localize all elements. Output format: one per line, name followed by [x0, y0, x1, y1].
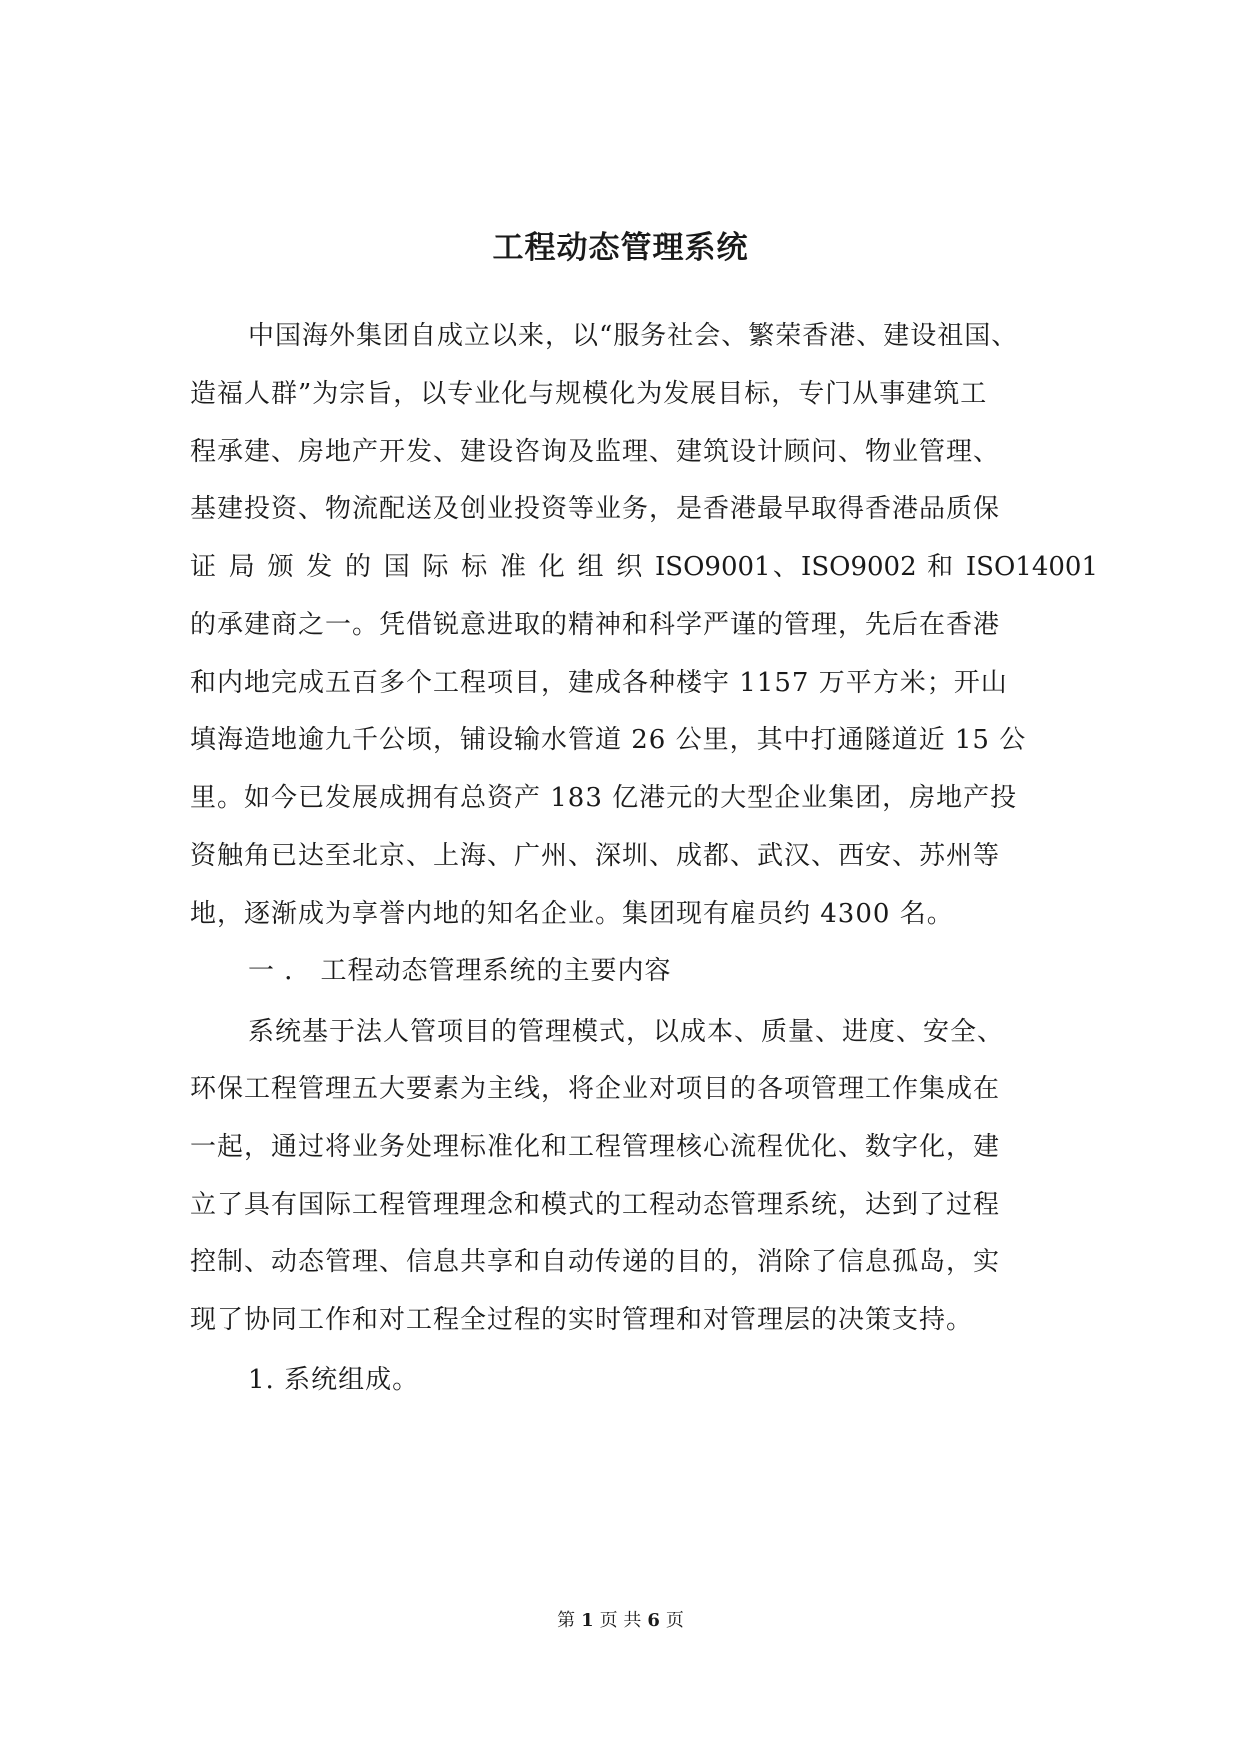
paragraph1-line: 造福人群”为宗旨，以专业化与规模化为发展目标，专门从事建筑工 — [190, 379, 988, 409]
paragraph1-line: 中国海外集团自成立以来，以“服务社会、繁荣香港、建设祖国、 — [248, 321, 1019, 351]
paragraph2-line: 立了具有国际工程管理理念和模式的工程动态管理系统，达到了过程 — [190, 1190, 1001, 1220]
paragraph1-line: 地，逐渐成为享誉内地的知名企业。集团现有雇员约 4300 名。 — [190, 899, 954, 929]
paragraph1-line: 证 局 颁 发 的 国 际 标 准 化 组 织 ISO9001、ISO9002 和 ISO14001 — [190, 552, 1098, 582]
paragraph1-line: 基建投资、物流配送及创业投资等业务，是香港最早取得香港品质保 — [190, 494, 1001, 524]
paragraph1-line: 里。如今已发展成拥有总资产 183 亿港元的大型企业集团，房地产投 — [190, 783, 1018, 813]
page-footer — [0, 1606, 1241, 1632]
paragraph2-line: 一起，通过将业务处理标准化和工程管理核心流程优化、数字化，建 — [190, 1132, 1001, 1162]
paragraph1-line: 和内地完成五百多个工程项目，建成各种楼宇 1157 万平方米；开山 — [190, 668, 1008, 698]
footer-suffix: 页 — [665, 1610, 684, 1631]
footer-total-pages: 6 — [647, 1610, 660, 1631]
paragraph1-line: 的承建商之一。凭借锐意进取的精神和科学严谨的管理，先后在香港 — [190, 610, 1001, 640]
paragraph2-line: 现了协同工作和对工程全过程的实时管理和对管理层的决策支持。 — [190, 1305, 974, 1335]
footer-prefix: 第 — [557, 1610, 576, 1631]
paragraph1-line: 程承建、房地产开发、建设咨询及监理、建筑设计顾问、物业管理、 — [190, 437, 1001, 467]
paragraph1-line: 资触角已达至北京、上海、广州、深圳、成都、武汉、西安、苏州等 — [190, 841, 1001, 871]
section-heading: 一 ． 工程动态管理系统的主要内容 — [248, 956, 672, 986]
footer-middle: 页 共 — [599, 1610, 642, 1631]
subheading: 1. 系统组成。 — [248, 1365, 420, 1395]
paragraph2-line: 系统基于法人管项目的管理模式，以成本、质量、进度、安全、 — [248, 1017, 1005, 1047]
footer-page-number: 1 — [581, 1610, 594, 1631]
paragraph1-line: 填海造地逾九千公顷，铺设输水管道 26 公里，其中打通隧道近 15 公 — [190, 725, 1027, 755]
paragraph2-line: 环保工程管理五大要素为主线，将企业对项目的各项管理工作集成在 — [190, 1074, 1001, 1104]
paragraph2-line: 控制、动态管理、信息共享和自动传递的目的，消除了信息孤岛，实 — [190, 1247, 1001, 1277]
document-title: 工程动态管理系统 — [492, 230, 749, 266]
